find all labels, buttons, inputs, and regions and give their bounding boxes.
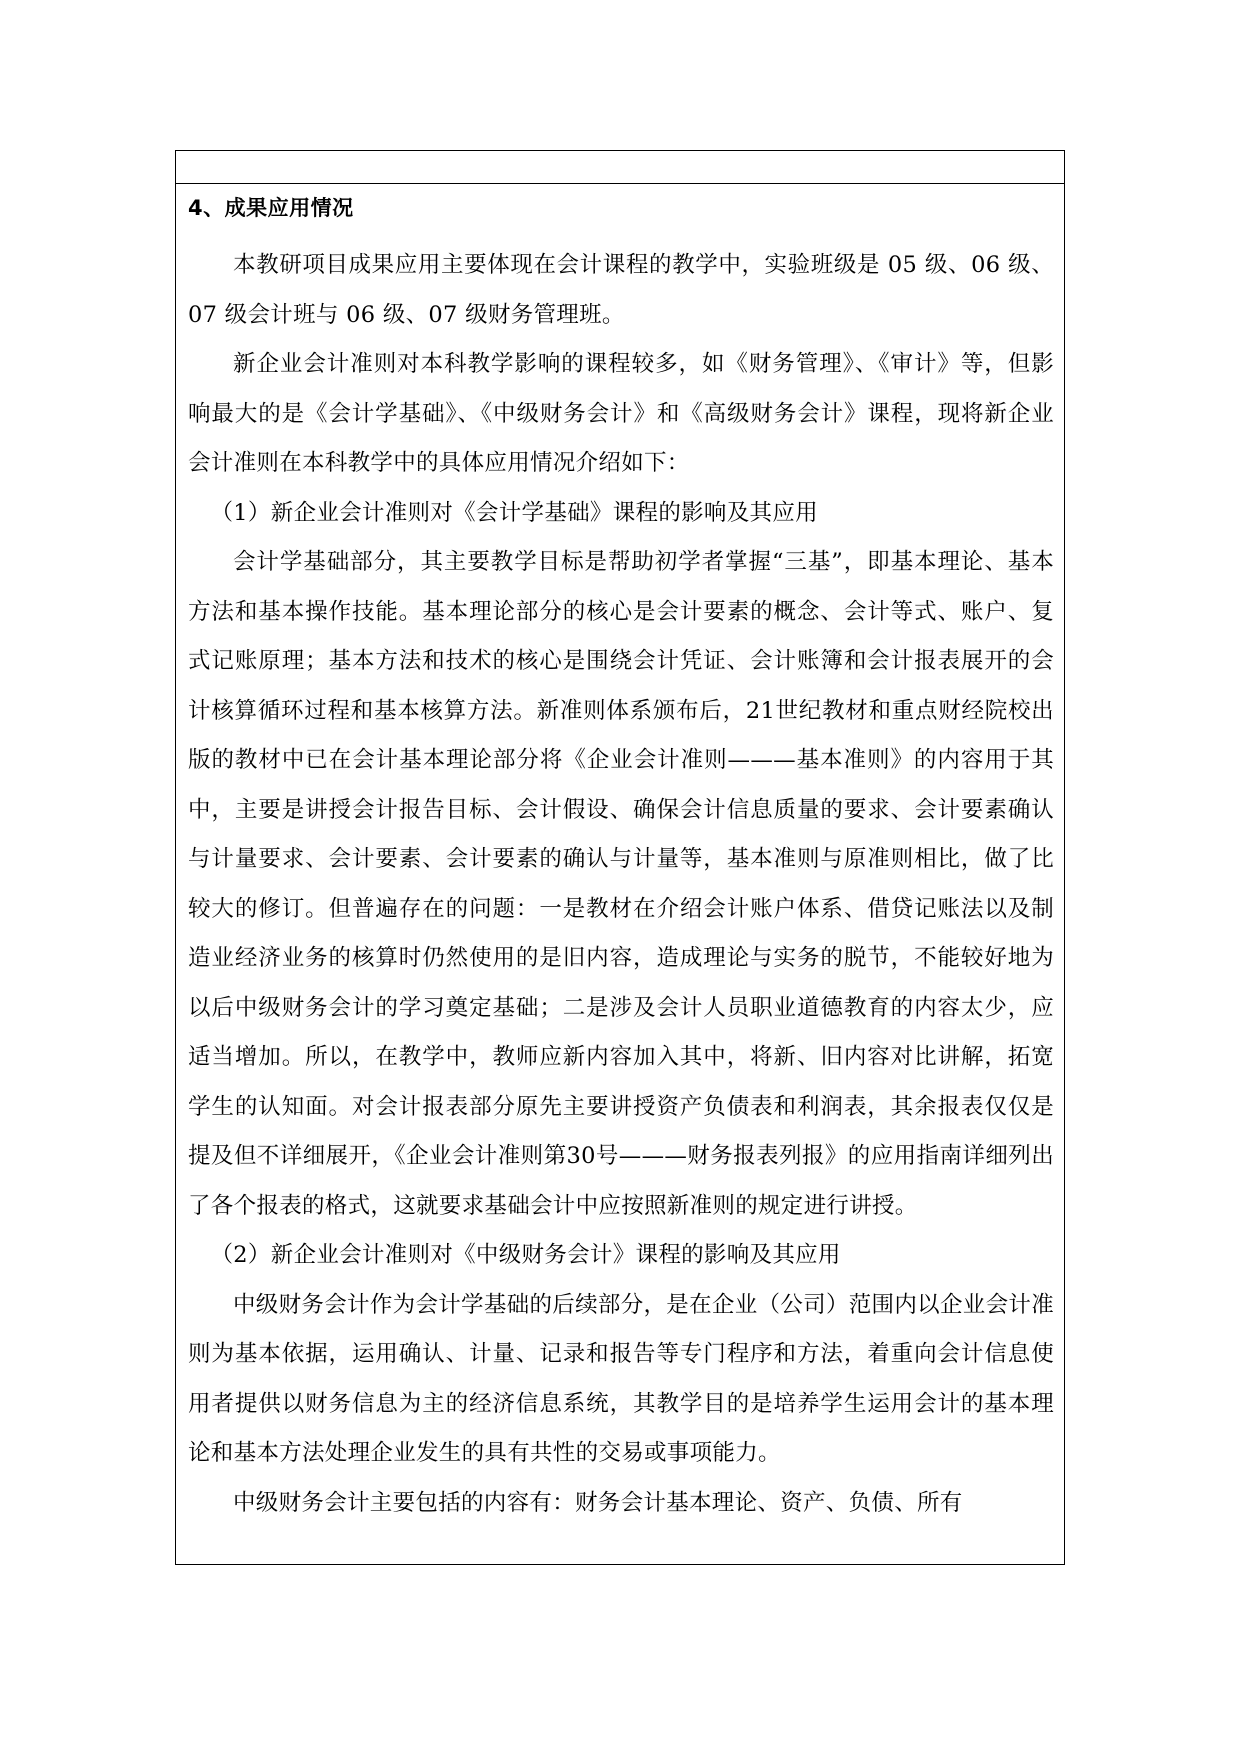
subheading-intermediate-accounting: （2）新企业会计准则对《中级财务会计》课程的影响及其应用 [210, 1242, 841, 1268]
paragraph-course-impact: 新企业会计准则对本科教学影响的课程较多，如《财务管理》、《审计》等，但影响最大的是《会计学基础》、《中级财务会计》和《高级财务会计》课程，现将新企业会计准则在本科教学中的具体应用情况介绍如下： [188, 351, 1054, 476]
paragraph-project-application: 本教研项目成果应用主要体现在会计课程的教学中，实验班级是 05 级、06 级、07 级会计班与 06 级、07 级财务管理班。 [188, 252, 1054, 328]
table-frame [175, 150, 1065, 1565]
paragraph-intermediate-contents: 中级财务会计主要包括的内容有：财务会计基本理论、资产、负债、所有 [233, 1489, 963, 1516]
paragraph-intermediate-accounting: 中级财务会计作为会计学基础的后续部分，是在企业（公司）范围内以企业会计准则为基本依据，运用确认、计量、记录和报告等专门程序和方法，着重向会计信息使用者提供以财务信息为主的经济信息系统，其教学目的是培养学生运用会计的基本理论和基本方法处理企业发生的具有共性的交易或事项能力。 [188, 1291, 1054, 1466]
paragraph-accounting-basics: 会计学基础部分，其主要教学目标是帮助初学者掌握“三基”，即基本理论、基本方法和基本操作技能。基本理论部分的核心是会计要素的概念、会计等式、账户、复式记账原理；基本方法和技术的核心是围绕会计凭证、会计账簿和会计报表展开的会计核算循环过程和基本核算方法。新准则体系颁布后，21世纪教材和重点财经院校出版的教材中已在会计基本理论部分将《企业会计准则———基本准则》的内容用于其中，主要是讲授会计报告目标、会计假设、确保会计信息质量的要求、会计要素确认与计量要求、会计要素、会计要素的确认与计量等，基本准则与原准则相比，做了比较大的修订。但普遍存在的问题：一是教材在介绍会计账户体系、借贷记账法以及制造业经济业务的核算时仍然使用的是旧内容，造成理论与实务的脱节，不能较好地为以后中级财务会计的学习奠定基础；二是涉及会计人员职业道德教育的内容太少，应适当增加。所以，在教学中，教师应新内容加入其中，将新、旧内容对比讲解，拓宽学生的认知面。对会计报表部分原先主要讲授资产负债表和利润表，其余报表仅仅是提及但不详细展开，《企业会计准则第30号———财务报表列报》的应用指南详细列出了各个报表的格式，这就要求基础会计中应按照新准则的规定进行讲授。 [188, 549, 1054, 1219]
section-heading: 4、成果应用情况 [188, 196, 354, 220]
table-cell-content [188, 193, 1054, 1528]
subheading-accounting-basics: （1）新企业会计准则对《会计学基础》课程的影响及其应用 [210, 499, 818, 526]
table-header-divider [176, 183, 1064, 184]
